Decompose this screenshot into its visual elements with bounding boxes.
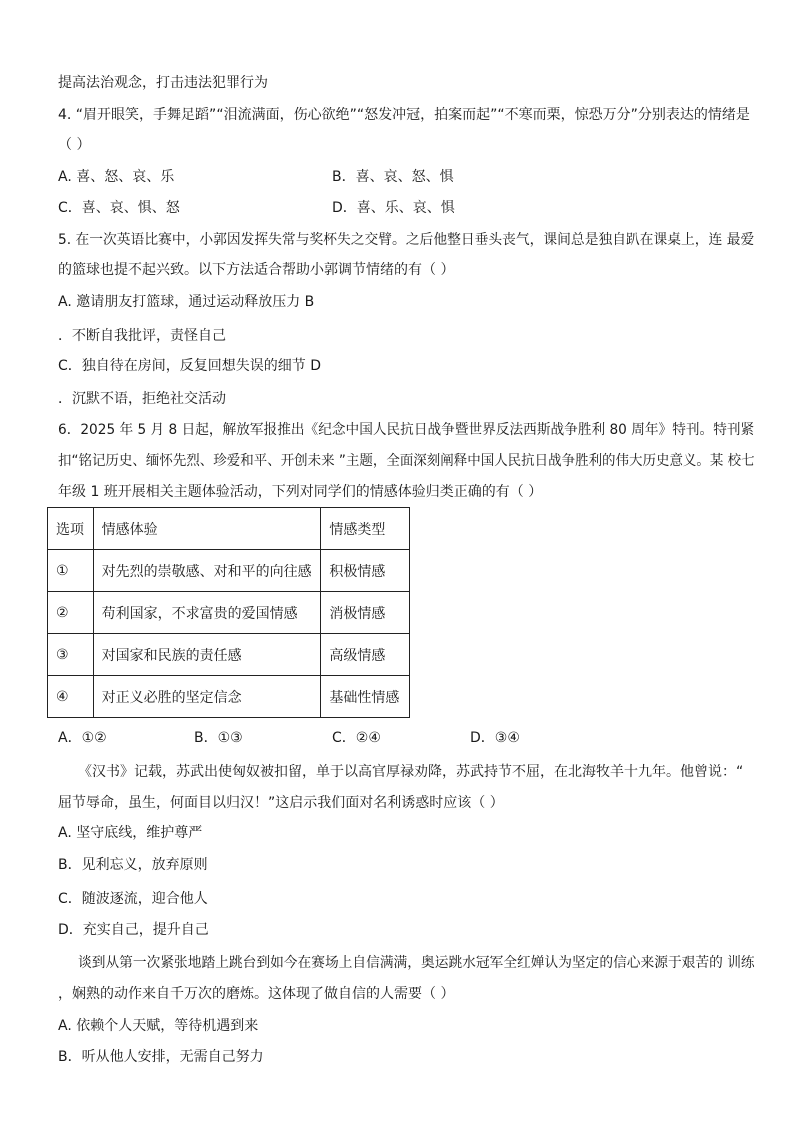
q6-option-c: C．②④ [332, 730, 381, 746]
table-cell: 消极情感 [321, 592, 410, 634]
table-row [48, 592, 410, 634]
table-cell: 基础性情感 [321, 676, 410, 718]
q5-option-line-d: ．沉默不语，拒绝社交活动 [58, 391, 226, 407]
table-cell: ③ [48, 634, 94, 676]
q8-stem-line-1: 谈到从第一次紧张地踏上跳台到如今在赛场上自信满满，奥运跳水冠军全红婵认为坚定的信心来源于艰苦的 训练 [78, 955, 755, 971]
table-cell: 苟利国家，不求富贵的爱国情感 [93, 592, 321, 634]
table-cell: 对国家和民族的责任感 [93, 634, 321, 676]
table-cell: ② [48, 592, 94, 634]
q7-option-d: D．充实自己，提升自己 [58, 922, 209, 938]
q8-option-a: A. 依赖个人天赋，等待机遇到来 [58, 1018, 259, 1034]
q6-stem-line-1: 6．2025 年 5 月 8 日起，解放军报推出《纪念中国人民抗日战争暨世界反法西斯战争胜利 80 周年》特刊。特刊紧 [58, 422, 755, 438]
q6-option-d: D．③④ [470, 730, 520, 746]
q7-option-a: A. 坚守底线，维护尊严 [58, 825, 203, 841]
table-header-row [48, 508, 410, 550]
q8-stem-line-2: ，娴熟的动作来自千万次的磨炼。这体现了做自信的人需要（ ） [58, 986, 455, 1002]
table-cell: 积极情感 [321, 550, 410, 592]
q7-stem-line-2: 屈节辱命，虽生，何面目以归汉！”这启示我们面对名利诱惑时应该（ ） [58, 795, 504, 811]
q5-option-line-a: A. 邀请朋友打篮球，通过运动释放压力 B [58, 294, 315, 310]
table-header-cell: 情感类型 [321, 508, 410, 550]
q4-stem-line-1: 4. “眉开眼笑，手舞足蹈”“泪流满面，伤心欲绝”“怒发冲冠，拍案而起”“不寒而栗，惊恐万分”分别表达的情绪是 [58, 107, 750, 123]
intro-line: 提高法治观念，打击违法犯罪行为 [58, 75, 268, 91]
q5-option-line-b: ．不断自我批评，责怪自己 [58, 328, 226, 344]
table-row [48, 676, 410, 718]
q4-option-c: C．喜、哀、惧、怒 [58, 200, 180, 216]
q7-stem-line-1: 《汉书》记载，苏武出使匈奴被扣留，单于以高官厚禄劝降，苏武持节不屈，在北海牧羊十九年。他曾说：“ [78, 764, 744, 780]
q4-option-a: A. 喜、怒、哀、乐 [58, 169, 175, 185]
q6-option-a: A．①② [58, 730, 107, 746]
table-cell: ① [48, 550, 94, 592]
q5-option-line-c: C．独自待在房间，反复回想失误的细节 D [58, 358, 322, 374]
q6-stem-line-3: 年级 1 班开展相关主题体验活动，下列对同学们的情感体验归类正确的有（ ） [58, 484, 543, 500]
table-row [48, 550, 410, 592]
q7-option-c: C．随波逐流，迎合他人 [58, 891, 208, 907]
q4-option-b: B．喜、哀、怒、惧 [332, 169, 454, 185]
q8-option-b: B．听从他人安排，无需自己努力 [58, 1049, 264, 1065]
q4-option-d: D．喜、乐、哀、惧 [332, 200, 455, 216]
q6-stem-line-2: 扣“铭记历史、缅怀先烈、珍爱和平、开创未来 ”主题，全面深刻阐释中国人民抗日战争胜利的伟大历史意义。某 校七 [58, 453, 755, 469]
q6-option-b: B．①③ [194, 730, 243, 746]
emotion-table [47, 507, 410, 718]
table-cell: 高级情感 [321, 634, 410, 676]
table-cell: 对正义必胜的坚定信念 [93, 676, 321, 718]
table-header-cell: 选项 [48, 508, 94, 550]
q7-option-b: B．见利忘义，放弃原则 [58, 857, 208, 873]
table-row [48, 634, 410, 676]
table-cell: ④ [48, 676, 94, 718]
q4-stem-line-2: （ ） [58, 137, 91, 153]
table-cell: 对先烈的崇敬感、对和平的向往感 [93, 550, 321, 592]
q5-stem-line-2: 的篮球也提不起兴致。以下方法适合帮助小郭调节情绪的有（ ） [58, 262, 455, 278]
q5-stem-line-1: 5. 在一次英语比赛中，小郭因发挥失常与奖杯失之交臂。之后他整日垂头丧气，课间总是独自趴在课桌上，连 最爱 [58, 232, 755, 248]
table-header-cell: 情感体验 [93, 508, 321, 550]
